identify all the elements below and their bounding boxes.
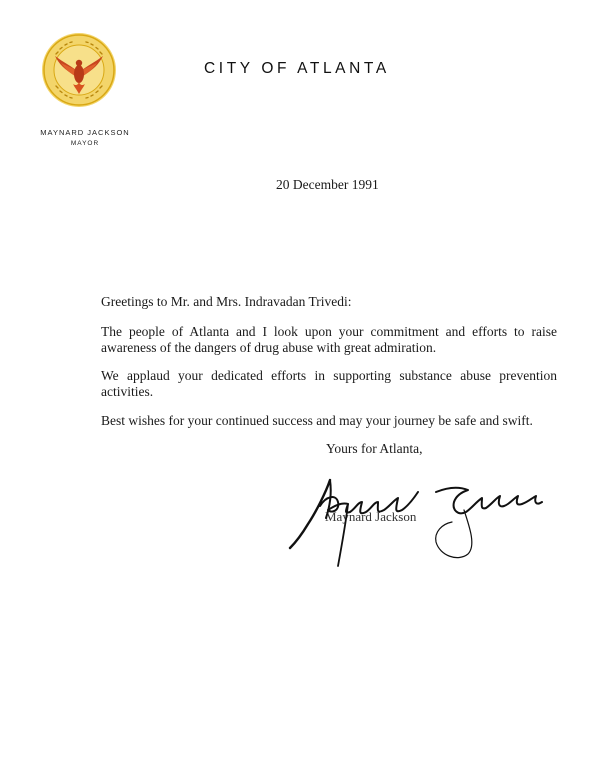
letter-paragraph-1: The people of Atlanta and I look upon your commitment and efforts to raise awareness of the dangers of drug abuse with great admiration.	[101, 324, 557, 355]
letter-paragraph-3: Best wishes for your continued success and may your journey be safe and swift.	[101, 413, 533, 428]
sender-title: MAYOR	[70, 140, 100, 147]
letter-greeting: Greetings to Mr. and Mrs. Indravadan Trivedi:	[101, 294, 352, 309]
letter-paragraph-2: We applaud your dedicated efforts in supporting substance abuse prevention activities.	[101, 368, 557, 399]
letter-date: 20 December 1991	[276, 177, 379, 192]
sender-name: MAYNARD JACKSON	[40, 128, 130, 137]
typed-signatory-name: Maynard Jackson	[325, 509, 417, 524]
sender-block	[20, 128, 150, 149]
handwritten-signature	[286, 462, 556, 582]
letter-closing: Yours for Atlanta,	[326, 441, 423, 456]
city-seal-icon	[41, 32, 117, 108]
city-of-atlanta-heading: CITY OF ATLANTA	[204, 60, 390, 77]
